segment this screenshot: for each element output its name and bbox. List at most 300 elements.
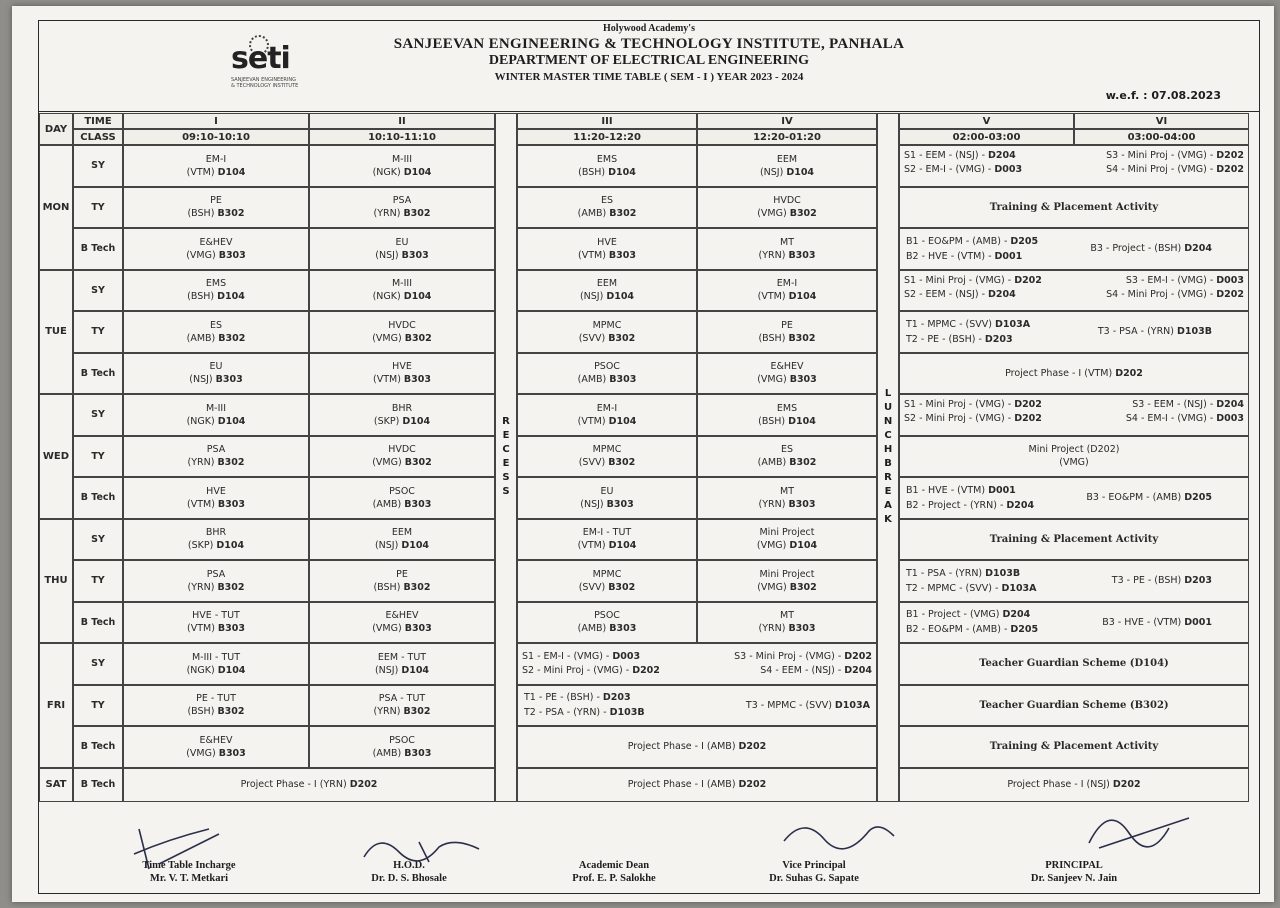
faculty-code: (SKP) (187, 540, 217, 552)
period-4-cell (697, 519, 877, 561)
room-code: D204 (1006, 499, 1035, 511)
room-code: B302 (789, 457, 817, 469)
batch-line (906, 483, 1034, 498)
period-4-cell (697, 270, 877, 312)
period-time-4: 12:20-01:20 (697, 129, 877, 145)
room-code: D202 (1216, 164, 1244, 175)
batch-line (524, 705, 645, 720)
room-code: B302 (609, 208, 637, 220)
lunch-letter: A (884, 500, 892, 512)
faculty-code: (VTM) (577, 415, 609, 427)
faculty-code: (YRN) (187, 457, 218, 469)
period-header-2: II (309, 113, 495, 129)
faculty-code: (VMG) (757, 208, 790, 220)
batch-text: B2 - Project - (YRN) - (906, 499, 1007, 511)
batch-text: B3 - HVE - (VTM) (1102, 616, 1185, 628)
batch-col (1112, 573, 1212, 588)
batch-text: B2 - HVE - (VTM) - (906, 250, 995, 262)
class-cell: TY (73, 685, 123, 727)
class-cell: SY (73, 270, 123, 312)
room-code: D202 (1014, 399, 1042, 410)
room-code: D104 (608, 166, 636, 178)
period-3-cell (517, 436, 697, 478)
room-code: D003 (1216, 413, 1244, 424)
subject-name: M-III (391, 153, 413, 165)
period-2-cell (309, 685, 495, 727)
batch-entry (734, 650, 872, 664)
faculty-room (578, 207, 637, 220)
room-code: B303 (404, 747, 432, 759)
faculty-code: (VTM) (186, 166, 218, 178)
room-code: B302 (217, 706, 245, 718)
period-2-cell (309, 145, 495, 187)
subject-name: EM-I - TUT (582, 527, 632, 539)
mid-project-cell (517, 726, 877, 768)
faculty-room (187, 290, 245, 303)
day-cell: MON (39, 145, 73, 270)
recess-letter: C (502, 444, 510, 456)
faculty-code: (YRN) (187, 581, 218, 593)
subject-name: MT (780, 610, 794, 622)
afternoon-project-cell (899, 436, 1249, 478)
subject-name: Mini Project (759, 568, 815, 580)
batch-col (906, 317, 1030, 347)
faculty-code: (NSJ) (374, 540, 402, 552)
class-header: CLASS (73, 129, 123, 145)
period-4-cell (697, 145, 877, 187)
faculty-code: (NGK) (372, 291, 404, 303)
room-code: D104 (217, 664, 246, 676)
day-cell: SAT (39, 768, 73, 802)
room-code: D103B (609, 707, 645, 719)
batch-row (904, 149, 1244, 163)
room-code: D104 (217, 291, 245, 303)
batch-line (524, 690, 645, 705)
lunch-letter: K (884, 514, 892, 526)
lunch-letter: R (884, 472, 892, 484)
batch-text: S1 - Mini Proj - (VMG) - (904, 274, 1015, 286)
faculty-room (578, 373, 637, 386)
batch-text: S3 - EM-I - (VMG) - (1125, 274, 1217, 286)
recess-letter: E (502, 430, 510, 442)
handwritten-signature-icon (359, 827, 489, 887)
room-code: D205 (1010, 235, 1039, 247)
room-code: D202 (1112, 779, 1141, 790)
room-code: B303 (608, 249, 636, 261)
faculty-room (373, 373, 431, 386)
subject-name: M-III (205, 402, 227, 414)
period-1-cell (123, 519, 309, 561)
room-code: D104 (401, 540, 430, 552)
room-code: D103A (995, 318, 1031, 330)
handwritten-signature-icon (129, 819, 259, 879)
signatory-name: Dr. D. S. Bhosale (371, 873, 447, 884)
period-2-cell (309, 228, 495, 270)
afternoon-batch-cell (899, 560, 1249, 602)
lunch-letter: B (884, 458, 892, 470)
room-code: D003 (1216, 274, 1244, 286)
class-cell: B Tech (73, 768, 123, 802)
subject-name: BHR (205, 527, 227, 539)
room-code: D003 (994, 164, 1023, 175)
faculty-room (186, 747, 246, 760)
room-code: B302 (608, 581, 636, 593)
period-2-cell (309, 643, 495, 685)
period-time-5: 02:00-03:00 (899, 129, 1074, 145)
faculty-room (372, 456, 432, 469)
faculty-code: (VMG) (757, 374, 790, 386)
batch-line (906, 566, 1037, 581)
batch-text: S4 - Mini Proj - (VMG) - (1106, 288, 1217, 300)
faculty-room (373, 705, 430, 718)
room-code: D103B (985, 567, 1021, 579)
subject-name: PSOC (389, 734, 415, 746)
subject-name: MPMC (592, 444, 622, 456)
batch-line (906, 332, 1030, 347)
class-cell: B Tech (73, 353, 123, 395)
faculty-room (758, 622, 815, 635)
period-3-cell (517, 187, 697, 229)
handwritten-signature-icon (779, 811, 909, 871)
room-code: B302 (218, 332, 246, 344)
signatory-role: PRINCIPAL (1045, 860, 1103, 871)
room-code: D204 (1216, 399, 1244, 410)
faculty-room (186, 249, 246, 262)
period-time-2: 10:10-11:10 (309, 129, 495, 145)
room-code: D202 (1115, 367, 1143, 379)
batch-entry (904, 398, 1042, 412)
faculty-room (578, 166, 636, 179)
subject-name: PSOC (594, 610, 620, 622)
batch-entry (904, 149, 1016, 163)
batch-entry (1132, 398, 1244, 412)
faculty-code: (VMG) (186, 249, 219, 261)
lunch-letter: H (883, 444, 893, 456)
batch-text: Project Phase - I (VTM) (1005, 367, 1116, 379)
faculty-room (373, 747, 432, 760)
faculty-room (757, 207, 817, 220)
timetable-frame (38, 20, 1260, 894)
batch-line (906, 581, 1037, 596)
subject-name: HVE - TUT (192, 610, 240, 622)
subject-name: BHR (391, 402, 413, 414)
batch-row (904, 412, 1244, 426)
batch-text: T1 - MPMC - (SVV) (906, 318, 995, 330)
batch-line (1112, 573, 1212, 588)
room-code: D104 (786, 166, 815, 178)
faculty-room (758, 415, 816, 428)
faculty-code: (NSJ) (375, 249, 402, 261)
batch-text: T3 - PE - (BSH) (1111, 575, 1185, 587)
afternoon-activity-cell: Training & Placement Activity (899, 726, 1249, 768)
period-1-cell (123, 187, 309, 229)
faculty-room (580, 290, 634, 303)
faculty-room (578, 539, 637, 552)
room-code: D104 (788, 291, 817, 303)
room-code: D202 (1216, 288, 1244, 300)
period-3-cell (517, 519, 697, 561)
faculty-code: (VTM) (757, 291, 789, 303)
room-code: D202 (844, 651, 872, 662)
batch-line (906, 607, 1038, 622)
faculty-code: (VMG) (757, 581, 790, 593)
batch-text: S3 - Mini Proj - (VMG) - (734, 651, 845, 662)
room-code: D202 (738, 779, 767, 790)
room-code: D203 (984, 333, 1013, 345)
faculty-code: (NGK) (372, 166, 404, 178)
room-code: D204 (1184, 243, 1212, 255)
mid-batch-cell (517, 685, 877, 727)
period-4-cell (697, 436, 877, 478)
room-code: B303 (788, 498, 816, 510)
room-code: D202 (1014, 274, 1042, 286)
subject-name: HVE (206, 485, 226, 497)
faculty-room (372, 622, 432, 635)
faculty-code: (AMB) (186, 332, 219, 344)
signatory-name: Dr. Sanjeev N. Jain (1030, 873, 1118, 884)
batch-entry (1106, 163, 1244, 177)
room-code: D104 (789, 540, 818, 552)
batch-line (906, 622, 1038, 637)
faculty-code: (YRN) (373, 706, 404, 718)
room-code: D204 (988, 150, 1016, 161)
subject-name: ES (209, 319, 223, 331)
period-3-cell (517, 228, 697, 270)
batch-col (906, 234, 1038, 264)
period-1-cell (123, 602, 309, 644)
period-header-5: V (899, 113, 1074, 129)
subject-name: EMS (776, 402, 798, 414)
subject-name: M-III - TUT (191, 651, 241, 663)
room-code: B303 (218, 249, 246, 261)
batch-entry (522, 650, 640, 664)
batch-entry (1106, 288, 1244, 302)
period-1-cell (123, 270, 309, 312)
faculty-room (758, 498, 815, 511)
faculty-code: (BSH) (373, 581, 404, 593)
faculty-code: (NSJ) (579, 291, 607, 303)
faculty-code: (SVV) (578, 457, 609, 469)
room-code: D003 (612, 651, 641, 662)
batch-col (906, 607, 1038, 637)
lunch-letter: N (883, 416, 893, 428)
faculty-room (372, 332, 432, 345)
batch-entry (760, 664, 872, 678)
subject-name: HVDC (773, 195, 801, 207)
class-cell: SY (73, 394, 123, 436)
faculty-code: (VTM) (577, 540, 609, 552)
period-4-cell (697, 187, 877, 229)
batch-text: B3 - Project - (BSH) (1090, 243, 1185, 255)
period-2-cell (309, 270, 495, 312)
period-time-3: 11:20-12:20 (517, 129, 697, 145)
subject-name: EMS (596, 153, 618, 165)
faculty-room (757, 539, 817, 552)
batch-text: B1 - Project - (VMG) (906, 609, 1003, 621)
subject-name: PE (210, 195, 222, 207)
period-1-cell (123, 145, 309, 187)
batch-line (906, 498, 1034, 513)
period-3-cell (517, 145, 697, 187)
period-header-3: III (517, 113, 697, 129)
room-code: B303 (788, 623, 816, 635)
faculty-code: (VTM) (372, 374, 404, 386)
batch-line (1086, 490, 1212, 505)
day-header: DAY (39, 113, 73, 145)
room-code: B302 (789, 581, 817, 593)
cell-line: (VMG) (1059, 457, 1089, 469)
recess-letter: S (502, 486, 510, 498)
batch-line (1090, 241, 1212, 256)
faculty-code: (NSJ) (374, 664, 402, 676)
period-4-cell (697, 228, 877, 270)
class-cell: B Tech (73, 602, 123, 644)
batch-text: S2 - EEM - (NSJ) - (904, 288, 989, 300)
room-code: D104 (403, 291, 432, 303)
subject-name: MPMC (592, 568, 622, 580)
batch-row (522, 650, 872, 664)
handwritten-signature-icon (1079, 803, 1209, 863)
faculty-room (187, 456, 244, 469)
room-code: B302 (788, 332, 816, 344)
afternoon-batch-cell (899, 270, 1249, 312)
period-4-cell (697, 353, 877, 395)
room-code: B302 (608, 332, 636, 344)
batch-text: S3 - EEM - (NSJ) - (1132, 399, 1217, 410)
period-2-cell (309, 477, 495, 519)
afternoon-project-cell (899, 353, 1249, 395)
subject-name: EU (395, 236, 409, 248)
batch-text: T1 - PSA - (YRN) (906, 567, 986, 579)
room-code: B303 (401, 249, 429, 261)
period-3-cell (517, 602, 697, 644)
afternoon-activity-cell: Training & Placement Activity (899, 519, 1249, 561)
batch-line (906, 249, 1038, 264)
faculty-room (757, 373, 817, 386)
faculty-code: (AMB) (577, 208, 610, 220)
batch-row (904, 398, 1244, 412)
batch-text: Project Phase - I (AMB) (627, 779, 739, 790)
recess-letter: E (502, 458, 510, 470)
period-4-cell (697, 602, 877, 644)
period-1-cell (123, 353, 309, 395)
room-code: D104 (217, 166, 246, 178)
subject-name: PSA (206, 444, 226, 456)
afternoon-activity-cell: Teacher Guardian Scheme (D104) (899, 643, 1249, 685)
room-code: D204 (1002, 609, 1031, 621)
faculty-room (188, 539, 244, 552)
period-3-cell (517, 311, 697, 353)
period-2-cell (309, 353, 495, 395)
batch-entry (1106, 149, 1244, 163)
batch-col (906, 483, 1034, 513)
room-code: D103A (1001, 582, 1037, 594)
room-code: D202 (1216, 150, 1244, 161)
subject-name: HVDC (388, 319, 416, 331)
batch-col (906, 566, 1037, 596)
room-code: D104 (403, 166, 432, 178)
faculty-room (187, 207, 244, 220)
period-1-cell (123, 477, 309, 519)
batch-line (906, 234, 1038, 249)
subject-name: EU (600, 485, 614, 497)
afternoon-activity-cell: Training & Placement Activity (899, 187, 1249, 229)
subject-name: PSOC (594, 361, 620, 373)
class-cell: B Tech (73, 477, 123, 519)
faculty-room (758, 456, 817, 469)
faculty-room (373, 290, 432, 303)
period-1-cell (123, 394, 309, 436)
batch-text: B1 - EO&PM - (AMB) - (906, 235, 1011, 247)
faculty-room (187, 332, 246, 345)
faculty-room (375, 539, 429, 552)
room-code: D104 (606, 291, 635, 303)
afternoon-batch-cell (899, 602, 1249, 644)
room-code: D202 (632, 665, 660, 676)
period-2-cell (309, 519, 495, 561)
batch-entry (1126, 412, 1244, 426)
batch-text: S2 - Mini Proj - (VMG) - (522, 665, 633, 676)
signatory-name: Dr. Suhas G. Sapate (769, 873, 859, 884)
room-code: B302 (217, 208, 245, 220)
room-code: B302 (608, 457, 636, 469)
cell-line (628, 778, 767, 791)
faculty-room (187, 664, 246, 677)
batch-text: S4 - Mini Proj - (VMG) - (1106, 164, 1217, 175)
batch-text: S2 - EM-I - (VMG) - (904, 164, 995, 175)
cell-line (1005, 367, 1143, 380)
period-2-cell (309, 602, 495, 644)
logo-text: seti (231, 41, 290, 76)
batch-text: S4 - EM-I - (VMG) - (1125, 413, 1217, 424)
room-code: D104 (216, 540, 245, 552)
subject-name: ES (600, 195, 614, 207)
room-code: D001 (988, 484, 1016, 496)
room-code: D104 (402, 415, 431, 427)
subject-name: PSA (392, 195, 412, 207)
subject-name: PSA - TUT (378, 693, 426, 705)
subject-name: MPMC (592, 319, 622, 331)
room-code: B303 (789, 374, 817, 386)
faculty-code: (BSH) (187, 291, 218, 303)
subject-name: EM-I (205, 153, 227, 165)
faculty-code: (AMB) (372, 747, 405, 759)
class-cell: TY (73, 187, 123, 229)
faculty-room (758, 290, 817, 303)
batch-col (1086, 490, 1212, 505)
subject-name: EEM (391, 527, 413, 539)
room-code: D202 (738, 741, 767, 753)
room-code: B303 (215, 374, 243, 386)
department-name: DEPARTMENT OF ELECTRICAL ENGINEERING (488, 53, 810, 68)
period-2-cell (309, 560, 495, 602)
faculty-room (758, 332, 815, 345)
faculty-room (373, 498, 432, 511)
faculty-room (187, 622, 245, 635)
faculty-code: (AMB) (372, 498, 405, 510)
faculty-code: (BSH) (187, 208, 218, 220)
faculty-code: (VTM) (186, 498, 218, 510)
room-code: B302 (403, 208, 431, 220)
period-header-4: IV (697, 113, 877, 129)
room-code: B303 (404, 498, 432, 510)
signatory-role: Vice Principal (782, 860, 846, 871)
batch-line (746, 698, 870, 713)
subject-name: HVE (597, 236, 617, 248)
faculty-code: (BSH) (187, 706, 218, 718)
lunch-letter: U (883, 402, 893, 414)
room-code: B302 (217, 581, 245, 593)
